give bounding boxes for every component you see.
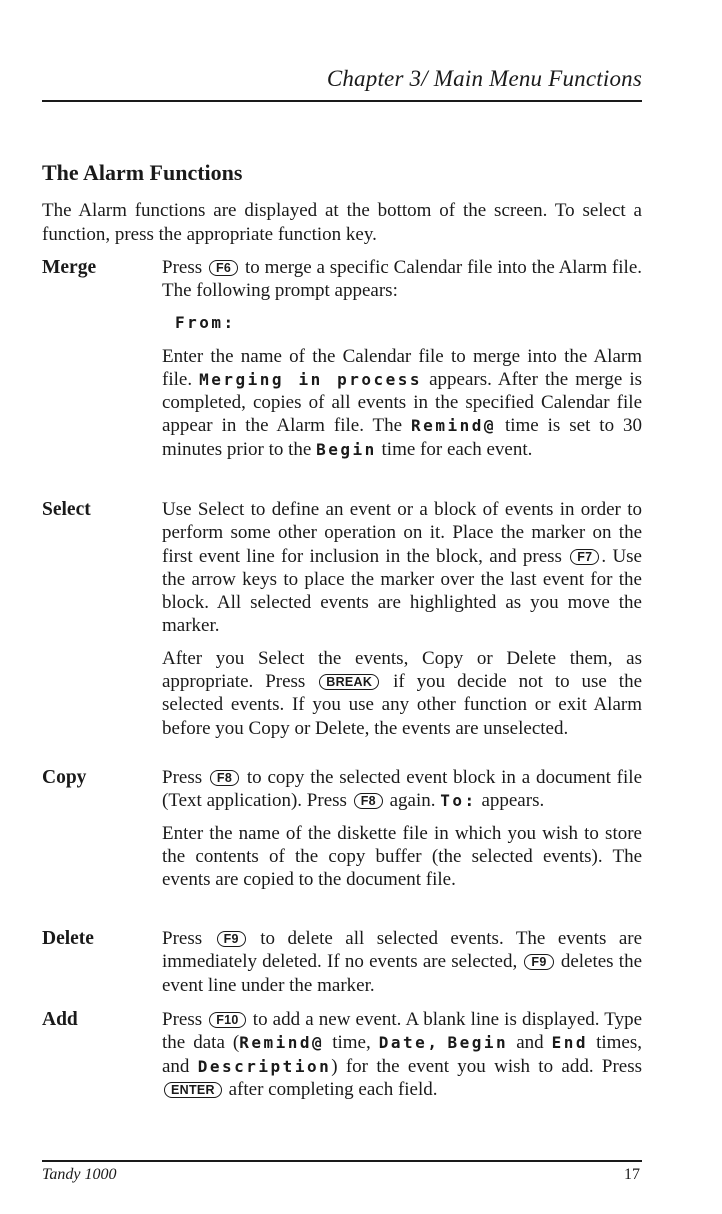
delete-body bbox=[162, 927, 642, 1006]
term-delete: Delete bbox=[42, 928, 94, 949]
copy-paragraph-2: Enter the name of the diskette file in which you wish to store the contents of the copy buffer (the selected events). The events are copied to the document file. bbox=[162, 822, 642, 891]
term-copy: Copy bbox=[42, 767, 87, 788]
f9-key-again: F9 bbox=[524, 954, 553, 970]
copy-body bbox=[162, 766, 642, 900]
f10-key: F10 bbox=[209, 1012, 245, 1028]
f9-key: F9 bbox=[217, 931, 246, 947]
copy-paragraph-1: Press F8 to copy the selected event block in a document file (Text application). Press F8 again. To: appears. bbox=[162, 767, 642, 812]
page-number: 17 bbox=[624, 1166, 640, 1183]
term-select: Select bbox=[42, 499, 91, 520]
f8-key-again: F8 bbox=[354, 793, 383, 809]
select-paragraph-2: After you Select the events, Copy or Delete them, as appropriate. Press BREAK if you decide not to use the selected events. If you use any other function or exit Alarm before you Copy or Delete, the events are unselected. bbox=[162, 647, 643, 739]
add-body bbox=[162, 1008, 642, 1110]
merge-paragraph-2: Enter the name of the Calendar file to merge into the Alarm file. Merging in process appears. After the merge is completed, copies of all events in the specified Calendar file appear in the Alarm file. The Remind@ time is set to 30 minutes prior to the Begin time for each event. bbox=[162, 345, 643, 460]
delete-paragraph-1: Press F9 to delete all selected events. The events are immediately deleted. If no events are selected, F9 deletes the event line under the marker. bbox=[162, 928, 643, 996]
select-paragraph-1: Use Select to define an event or a block of events in order to perform some other operation on it. Place the marker on the first event line for inclusion in the block, and press F7 . Use the arrow keys to place the marker over the last event for the block. All selected events are highlighted as you move the marker. bbox=[162, 499, 642, 637]
f8-key: F8 bbox=[210, 770, 239, 786]
header-rule bbox=[42, 100, 642, 102]
footer-title: Tandy 1000 bbox=[42, 1166, 117, 1183]
merge-prompt: From: bbox=[175, 312, 236, 332]
f7-key: F7 bbox=[570, 549, 599, 565]
section-intro: The Alarm functions are displayed at the bottom of the screen. To select a function, press the appropriate function key. bbox=[42, 200, 642, 245]
f6-key: F6 bbox=[209, 260, 238, 276]
section-title: The Alarm Functions bbox=[42, 160, 243, 185]
break-key: BREAK bbox=[319, 674, 379, 690]
merge-body bbox=[162, 256, 642, 470]
merge-paragraph-1: Press F6 to merge a specific Calendar file into the Alarm file. The following prompt appears: bbox=[162, 257, 643, 302]
enter-key: ENTER bbox=[164, 1082, 222, 1098]
select-body bbox=[162, 498, 642, 749]
running-head: Chapter 3/ Main Menu Functions bbox=[326, 66, 642, 91]
term-add: Add bbox=[42, 1009, 78, 1030]
add-paragraph-1: Press F10 to add a new event. A blank line is displayed. Type the data (Remind@ time, Date, Begin and End times, and Description) for the event you wish to add. Press ENTER after completing each field. bbox=[162, 1009, 643, 1100]
term-merge: Merge bbox=[42, 257, 97, 278]
footer-rule bbox=[42, 1160, 642, 1162]
